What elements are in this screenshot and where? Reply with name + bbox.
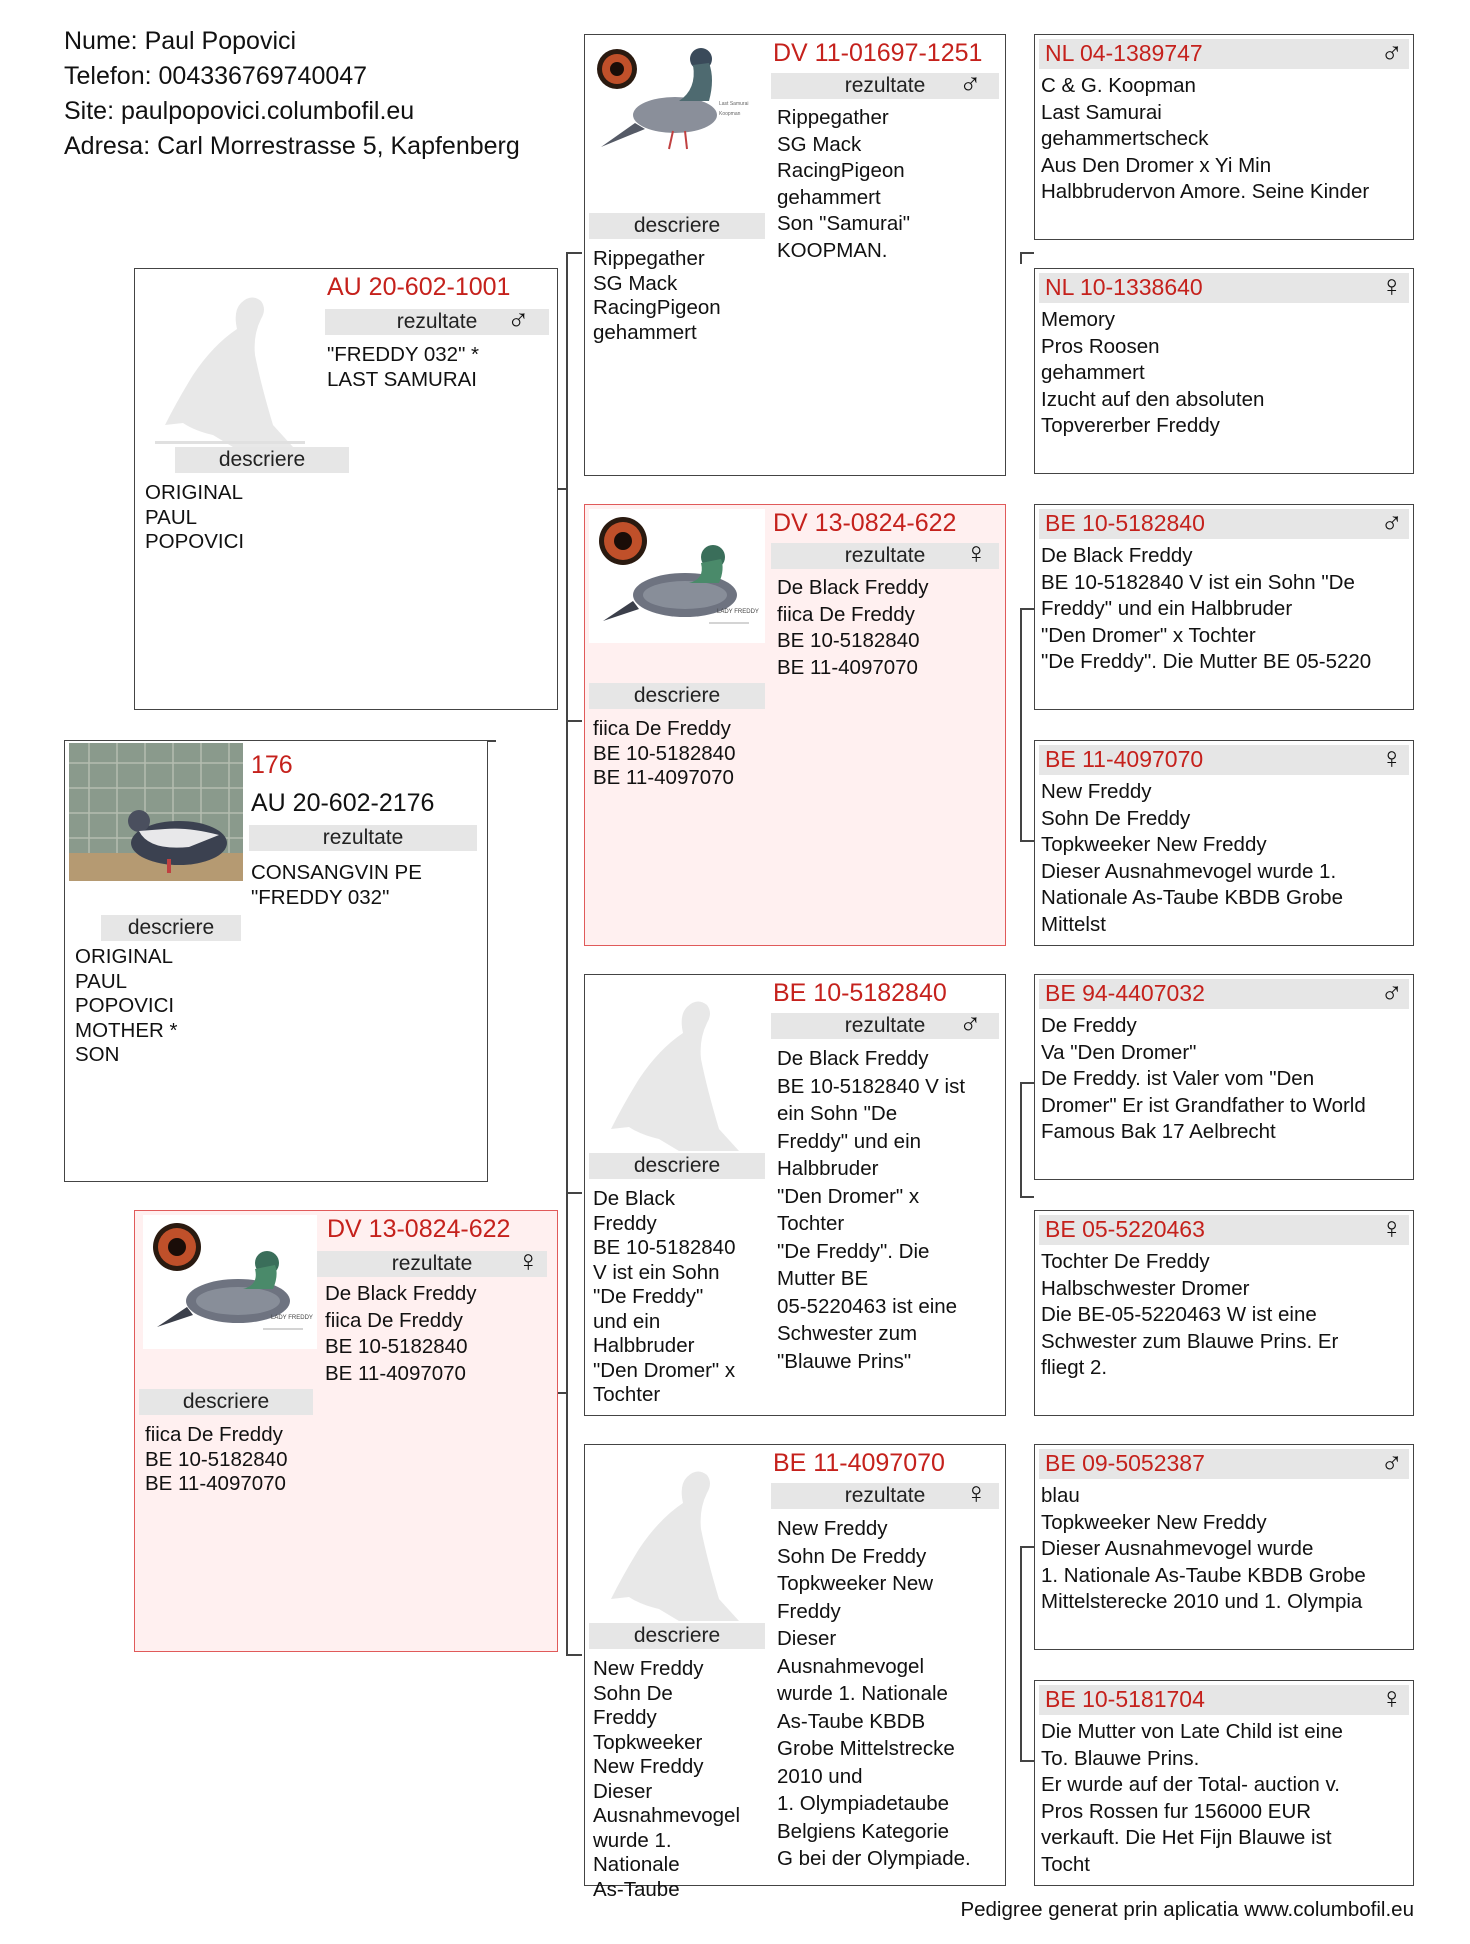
connector [566,720,582,722]
ancestor-ring: BE 11-4097070 [1045,746,1204,772]
sire-photo-placeholder [143,275,317,449]
sire-dam-card[interactable] [584,504,1006,946]
dam-sire-notes: De Black Freddy BE 10-5182840 V ist ein Sohn "De Freddy" und ein Halbbruder "Den Dromer" x Tochter "De Freddy". Die Mutter BE 05-5220463 ist eine Schwester zum "Blauwe Prins" [777,1047,966,1373]
ancestor-ring: BE 10-5182840 [1045,510,1205,536]
ancestor-notes: Memory Pros Roosen gehammert Izucht auf den absoluten Topvererber Freddy [1041,308,1265,437]
connector [557,488,566,490]
male-icon: ♂ [507,303,530,336]
subject-short-id: 176 [251,751,293,779]
dam-sire-description-label[interactable]: descriere [589,1153,765,1179]
connector [1020,1082,1022,1198]
sire-sire-notes: Rippegather SG Mack RacingPigeon gehammert Son "Samurai" KOOPMAN. [777,106,911,262]
sire-sire-results-button[interactable]: rezultate [771,73,999,99]
dam-dam-description-label[interactable]: descriere [589,1623,765,1649]
ancestor-card[interactable] [1034,974,1414,1180]
ancestor-ring: NL 10-1338640 [1045,274,1203,300]
connector [488,740,496,742]
connector [566,252,582,254]
connector [1020,1082,1034,1084]
ancestor-card[interactable] [1034,1680,1414,1886]
dam-dam-notes: New Freddy Sohn De Freddy Topkweeker New Freddy Dieser Ausnahmevogel wurde 1. Nationale As-Taube KBDB Grobe Mittelstrecke 2010 und 1. Olympiadetaube Belgiens Kategorie G bei der Olympiade. [777,1517,971,1870]
sire-sire-description: Rippegather SG Mack RacingPigeon gehammert [593,247,721,344]
female-icon: ♀ [965,537,988,570]
connector [1020,1760,1034,1762]
sire-sire-description-label[interactable]: descriere [589,213,765,239]
ancestor-card[interactable] [1034,34,1414,240]
subject-ring: AU 20-602-2176 [251,789,435,817]
female-icon: ♀ [1380,270,1403,303]
dam-sire-ring: BE 10-5182840 [773,979,947,1007]
sire-sire-ring: DV 11-01697-1251 [773,39,983,67]
footer-credit: Pedigree generat prin aplicatia www.columbofil.eu [960,1898,1414,1921]
subject-results-button[interactable]: rezultate [249,825,477,851]
ancestor-notes: C & G. Koopman Last Samurai gehammertscheck Aus Den Dromer x Yi Min Halbbrudervon Amore. Seine Kinder [1041,74,1370,203]
dam-sire-photo-placeholder [589,979,765,1153]
ancestor-card[interactable] [1034,268,1414,474]
sire-dam-description-label[interactable]: descriere [589,683,765,709]
ancestor-card[interactable] [1034,504,1414,710]
connector [1020,840,1034,842]
ancestor-notes: De Freddy Va "Den Dromer" De Freddy. ist Valer vom "Den Dromer" Er ist Grandfather to World Famous Bak 17 Aelbrecht [1041,1014,1366,1143]
owner-phone: Telefon: 004336769740047 [64,62,368,90]
svg-text:Last Samurai: Last Samurai [719,101,749,107]
connector [1020,1546,1034,1548]
male-icon: ♂ [959,67,982,100]
ancestor-ring: NL 04-1389747 [1045,40,1203,66]
sire-sire-card[interactable] [584,34,1006,476]
connector [566,1192,568,1656]
owner-address: Adresa: Carl Morrestrasse 5, Kapfenberg [64,132,520,160]
ancestor-ring: BE 10-5181704 [1045,1686,1205,1712]
dam-card[interactable] [134,1210,558,1652]
subject-card[interactable] [64,740,488,1182]
subject-description-label[interactable]: descriere [101,915,241,941]
ancestor-ring: BE 05-5220463 [1045,1216,1205,1242]
connector [1020,252,1034,254]
svg-text:Koopman: Koopman [719,111,741,117]
connector [1020,720,1022,840]
ancestor-notes: blau Topkweeker New Freddy Dieser Ausnahmevogel wurde 1. Nationale As-Taube KBDB Grobe Mittelsterecke 2010 und 1. Olympia [1041,1484,1366,1613]
svg-text:LADY FREDDY: LADY FREDDY [271,1315,313,1321]
dam-results-button[interactable]: rezultate [317,1251,547,1277]
ancestor-ring: BE 09-5052387 [1045,1450,1205,1476]
sire-description: ORIGINAL PAUL POPOVICI [145,481,245,553]
dam-sire-card[interactable] [584,974,1006,1416]
female-icon: ♀ [1380,1212,1403,1245]
connector [1020,608,1022,720]
sire-ring: AU 20-602-1001 [327,273,511,301]
dam-description: fiica De Freddy BE 10-5182840 BE 11-4097070 [145,1423,288,1495]
dam-sire-results-button[interactable]: rezultate [771,1013,999,1039]
connector [1020,262,1022,264]
sire-dam-photo [589,509,765,643]
female-icon: ♀ [965,1477,988,1510]
sire-dam-notes: De Black Freddy fiica De Freddy BE 10-5182840 BE 11-4097070 [777,576,929,679]
subject-description: ORIGINAL PAUL POPOVICI MOTHER * SON [75,945,178,1066]
sire-dam-ring: DV 13-0824-622 [773,509,957,537]
dam-dam-ring: BE 11-4097070 [773,1449,945,1477]
sire-dam-results-button[interactable]: rezultate [771,543,999,569]
dam-dam-card[interactable] [584,1444,1006,1901]
dam-dam-description: New Freddy Sohn De Freddy Topkweeker New Freddy Dieser Ausnahmevogel wurde 1. Nationale As-Taube [593,1657,741,1901]
subject-notes: CONSANGVIN PE "FREDDY 032" [251,861,422,909]
female-icon: ♀ [1380,1682,1403,1715]
connector [557,1392,566,1394]
sire-card[interactable] [134,268,558,710]
ancestor-notes: De Black Freddy BE 10-5182840 V ist ein Sohn "De Freddy" und ein Halbbruder "Den Dromer" x Tochter "De Freddy". Die Mutter BE 05-5220 [1041,544,1372,673]
connector [566,252,568,722]
sire-results-button[interactable]: rezultate [325,309,549,335]
dam-dam-results-button[interactable]: rezultate [771,1483,999,1509]
male-icon: ♂ [959,1007,982,1040]
ancestor-card[interactable] [1034,740,1414,946]
dam-dam-photo-placeholder [589,1449,765,1623]
ancestor-card[interactable] [1034,1210,1414,1416]
dam-ring: DV 13-0824-622 [327,1215,511,1243]
subject-photo [69,743,243,881]
connector [1020,1546,1022,1762]
connector [566,1654,582,1656]
male-icon: ♂ [1380,1446,1403,1479]
owner-site[interactable]: Site: paulpopovici.columbofil.eu [64,97,415,125]
ancestor-notes: Die Mutter von Late Child ist eine To. Blauwe Prins. Er wurde auf der Total- auction v. Pros Rossen fur 156000 EUR verkauft. Die Het Fijn Blauwe ist Tocht [1041,1720,1343,1876]
ancestor-ring: BE 94-4407032 [1045,980,1205,1006]
female-icon: ♀ [1380,742,1403,775]
dam-sire-description: De Black Freddy BE 10-5182840 V ist ein Sohn "De Freddy" und ein Halbbruder "Den Dromer" x Tochter [593,1187,736,1406]
svg-text:LADY FREDDY: LADY FREDDY [717,609,759,615]
male-icon: ♂ [1380,506,1403,539]
connector [566,1192,582,1194]
ancestor-card[interactable] [1034,1444,1414,1650]
owner-name: Nume: Paul Popovici [64,27,297,55]
dam-description-label[interactable]: descriere [139,1389,313,1415]
ancestor-notes: Tochter De Freddy Halbschwester Dromer Die BE-05-5220463 W ist eine Schwester zum Blauwe Prins. Er fliegt 2. [1041,1250,1339,1379]
ancestor-notes: New Freddy Sohn De Freddy Topkweeker New Freddy Dieser Ausnahmevogel wurde 1. Nationale As-Taube KBDB Grobe Mittelst [1041,780,1343,936]
dam-notes: De Black Freddy fiica De Freddy BE 10-5182840 BE 11-4097070 [325,1282,477,1385]
male-icon: ♂ [1380,976,1403,1009]
dam-photo [143,1215,317,1349]
connector [1020,1196,1034,1198]
sire-description-label[interactable]: descriere [175,447,349,473]
owner-info [64,24,520,164]
male-icon: ♂ [1380,36,1403,69]
sire-dam-description: fiica De Freddy BE 10-5182840 BE 11-4097070 [593,717,736,789]
sire-notes: "FREDDY 032" * LAST SAMURAI [327,343,480,391]
sire-sire-photo [589,39,765,163]
connector [1020,608,1034,610]
female-icon: ♀ [517,1245,540,1278]
